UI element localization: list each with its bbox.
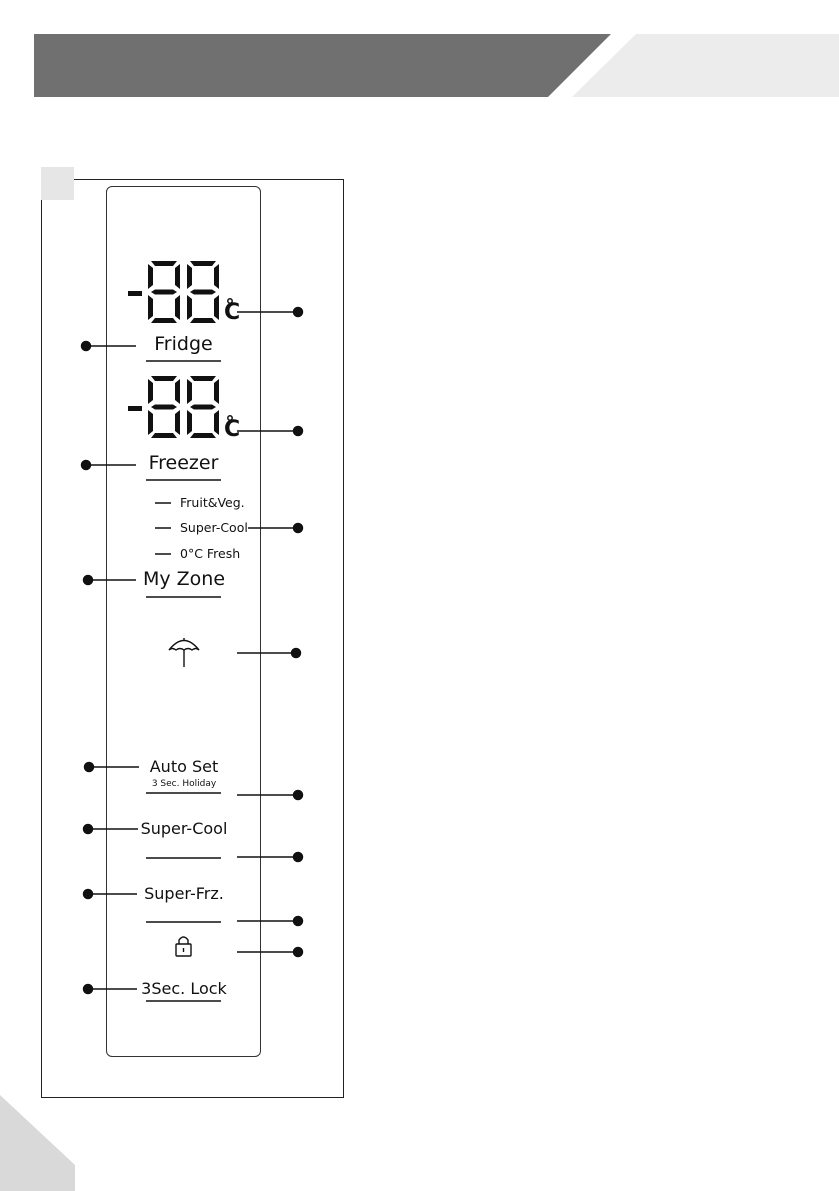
- left-callouts: [82, 342, 140, 994]
- my-zone-option-dashes: [155, 503, 171, 554]
- freezer-unit-label: C: [224, 417, 241, 442]
- lock-label: 3Sec. Lock: [141, 979, 227, 998]
- padlock-icon: [176, 937, 191, 956]
- fridge-label: Fridge: [154, 333, 213, 355]
- fridge-unit-label: C: [224, 300, 241, 325]
- freezer-label: Freezer: [148, 452, 219, 474]
- auto-set-label: Auto Set: [149, 757, 219, 776]
- auto-set-sub-label: 3 Sec. Holiday: [151, 779, 217, 789]
- super-cool-label: Super-Cool: [140, 819, 228, 838]
- freezer-temperature-display: [128, 376, 219, 438]
- corner-tab: [0, 1095, 75, 1191]
- right-callouts: [237, 308, 303, 957]
- fridge-temperature-display: [128, 261, 219, 323]
- umbrella-icon: [169, 638, 199, 667]
- my-zone-option-super-cool: Super-Cool: [180, 520, 248, 535]
- my-zone-option-0c-fresh: 0°C Fresh: [180, 546, 241, 561]
- super-frz-label: Super-Frz.: [144, 884, 224, 903]
- my-zone-label: My Zone: [142, 568, 226, 590]
- my-zone-option-fruit-veg: Fruit&Veg.: [180, 495, 245, 510]
